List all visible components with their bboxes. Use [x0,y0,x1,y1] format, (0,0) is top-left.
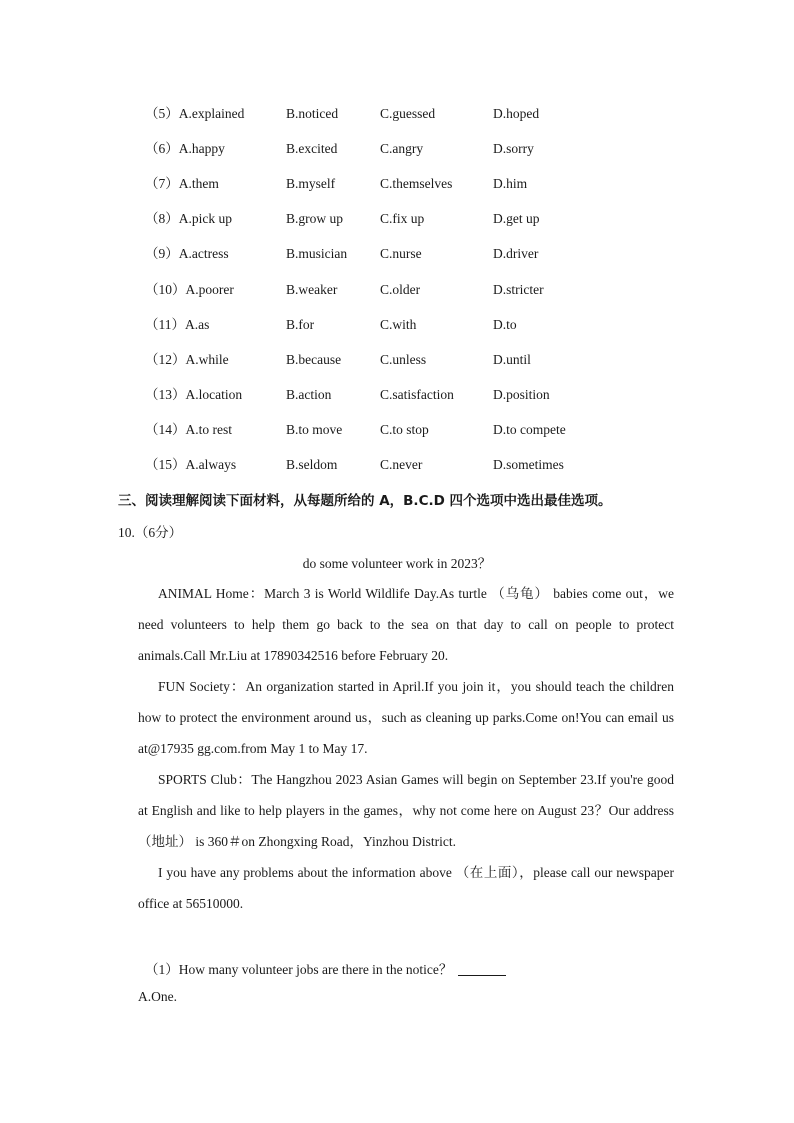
paragraph-sports-club: SPORTS Club：The Hangzhou 2023 Asian Games will begin on September 23.If you're good at English and like to help players in the games，why not come here on August 23？Our address （地址） is 360＃on Zhongxing Road，Yinzhou District. [138,772,674,849]
option-b: B.action [286,386,332,402]
option-d: D.to compete [493,421,566,437]
option-c: C.with [380,316,417,332]
option-number [145,420,232,440]
option-row [0,350,794,370]
option-row [0,385,794,405]
option-number [145,174,219,194]
option-a: A.location [185,386,243,402]
option-number [145,244,229,264]
option-d: D.sometimes [493,457,564,472]
option-d: D.stricter [493,281,544,297]
option-d: D.sorry [493,141,534,157]
section-heading: 三、阅读理解阅读下面材料，从每题所给的 A，B.C.D 四个选项中选出最佳选项。 [118,493,612,509]
option-c: C.themselves [380,176,453,192]
option-number [145,209,232,229]
option-c: C.satisfaction [380,386,454,402]
option-c: C.older [380,281,421,297]
option-number-label: （6） [145,141,179,157]
option-c: C.angry [380,141,424,157]
option-a: A.happy [178,141,225,157]
option-number-label: （7） [145,176,179,192]
option-a: A.actress [178,246,229,262]
option-a: A.while [185,351,229,367]
option-number [145,104,244,124]
option-d: D.him [493,176,528,192]
option-d: D.position [493,386,550,402]
option-d: D.to [493,316,517,332]
option-number [145,350,229,370]
option-a: A.explained [178,106,245,121]
option-number-label: （10） [145,281,186,297]
option-b: B.grow up [286,211,343,227]
option-row [0,174,794,194]
question-number: 10.（6分） [118,525,183,540]
option-row [0,315,794,335]
option-number [145,455,236,475]
option-number [145,315,209,335]
option-row [0,420,794,440]
answer-option-a: A.One. [138,989,177,1004]
option-number-label: （15） [145,457,186,472]
option-c: C.unless [380,351,427,367]
option-number-label: （9） [145,246,179,262]
option-d: D.driver [493,246,539,262]
paragraph-animal-home: ANIMAL Home：March 3 is World Wildlife Day.As turtle （乌龟） babies come out，we need volunteers to help them go back to the sea on that day to call on people to protect animals.Call Mr.Liu at 17890342516 before February 20. [138,586,674,663]
option-a: A.always [185,457,237,472]
option-c: C.nurse [380,246,422,262]
option-c: C.never [380,457,423,472]
option-number-label: （8） [145,211,179,227]
option-row [0,280,794,300]
option-d: D.get up [493,211,540,227]
sub-question-1 [145,958,506,978]
option-row [0,104,794,124]
option-number-label: （14） [145,421,186,437]
passage-title: do some volunteer work in 2023？ [302,556,492,571]
option-number-label: （11） [145,316,185,332]
option-b: B.noticed [286,106,339,121]
option-b: B.for [286,316,315,332]
option-number [145,385,242,405]
option-b: B.excited [286,141,338,157]
option-number-label: （13） [145,386,186,402]
option-c: C.to stop [380,421,429,437]
option-number [145,139,225,159]
option-b: B.weaker [286,281,338,297]
paragraph-contact: I you have any problems about the information above （在上面），please call our newspaper office at 56510000. [138,865,674,911]
option-c: C.guessed [380,106,436,121]
option-d: D.until [493,351,531,367]
option-a: A.poorer [185,281,234,297]
option-c: C.fix up [380,211,425,227]
option-a: A.pick up [178,211,232,227]
option-b: B.seldom [286,457,338,472]
option-b: B.musician [286,246,348,262]
answer-blank[interactable] [458,961,506,976]
option-b: B.myself [286,176,336,192]
option-row [0,209,794,229]
option-number [145,280,234,300]
option-number-label: （5） [145,106,179,121]
option-a: A.to rest [185,421,232,437]
option-row [0,139,794,159]
option-number-label: （12） [145,351,186,367]
option-a: A.them [178,176,219,192]
sub-question-1-text: （1）How many volunteer jobs are there in the notice？ [145,962,453,977]
option-a: A.as [185,316,210,332]
option-d: D.hoped [493,106,540,121]
paragraph-fun-society: FUN Society：An organization started in April.If you join it，you should teach the children how to protect the environment around us，such as cleaning up parks.Come on!You can email us at@17935 gg.com.from May 1 to May 17. [138,679,674,756]
option-b: B.to move [286,421,343,437]
option-row [0,455,794,475]
option-b: B.because [286,351,342,367]
option-row [0,244,794,264]
